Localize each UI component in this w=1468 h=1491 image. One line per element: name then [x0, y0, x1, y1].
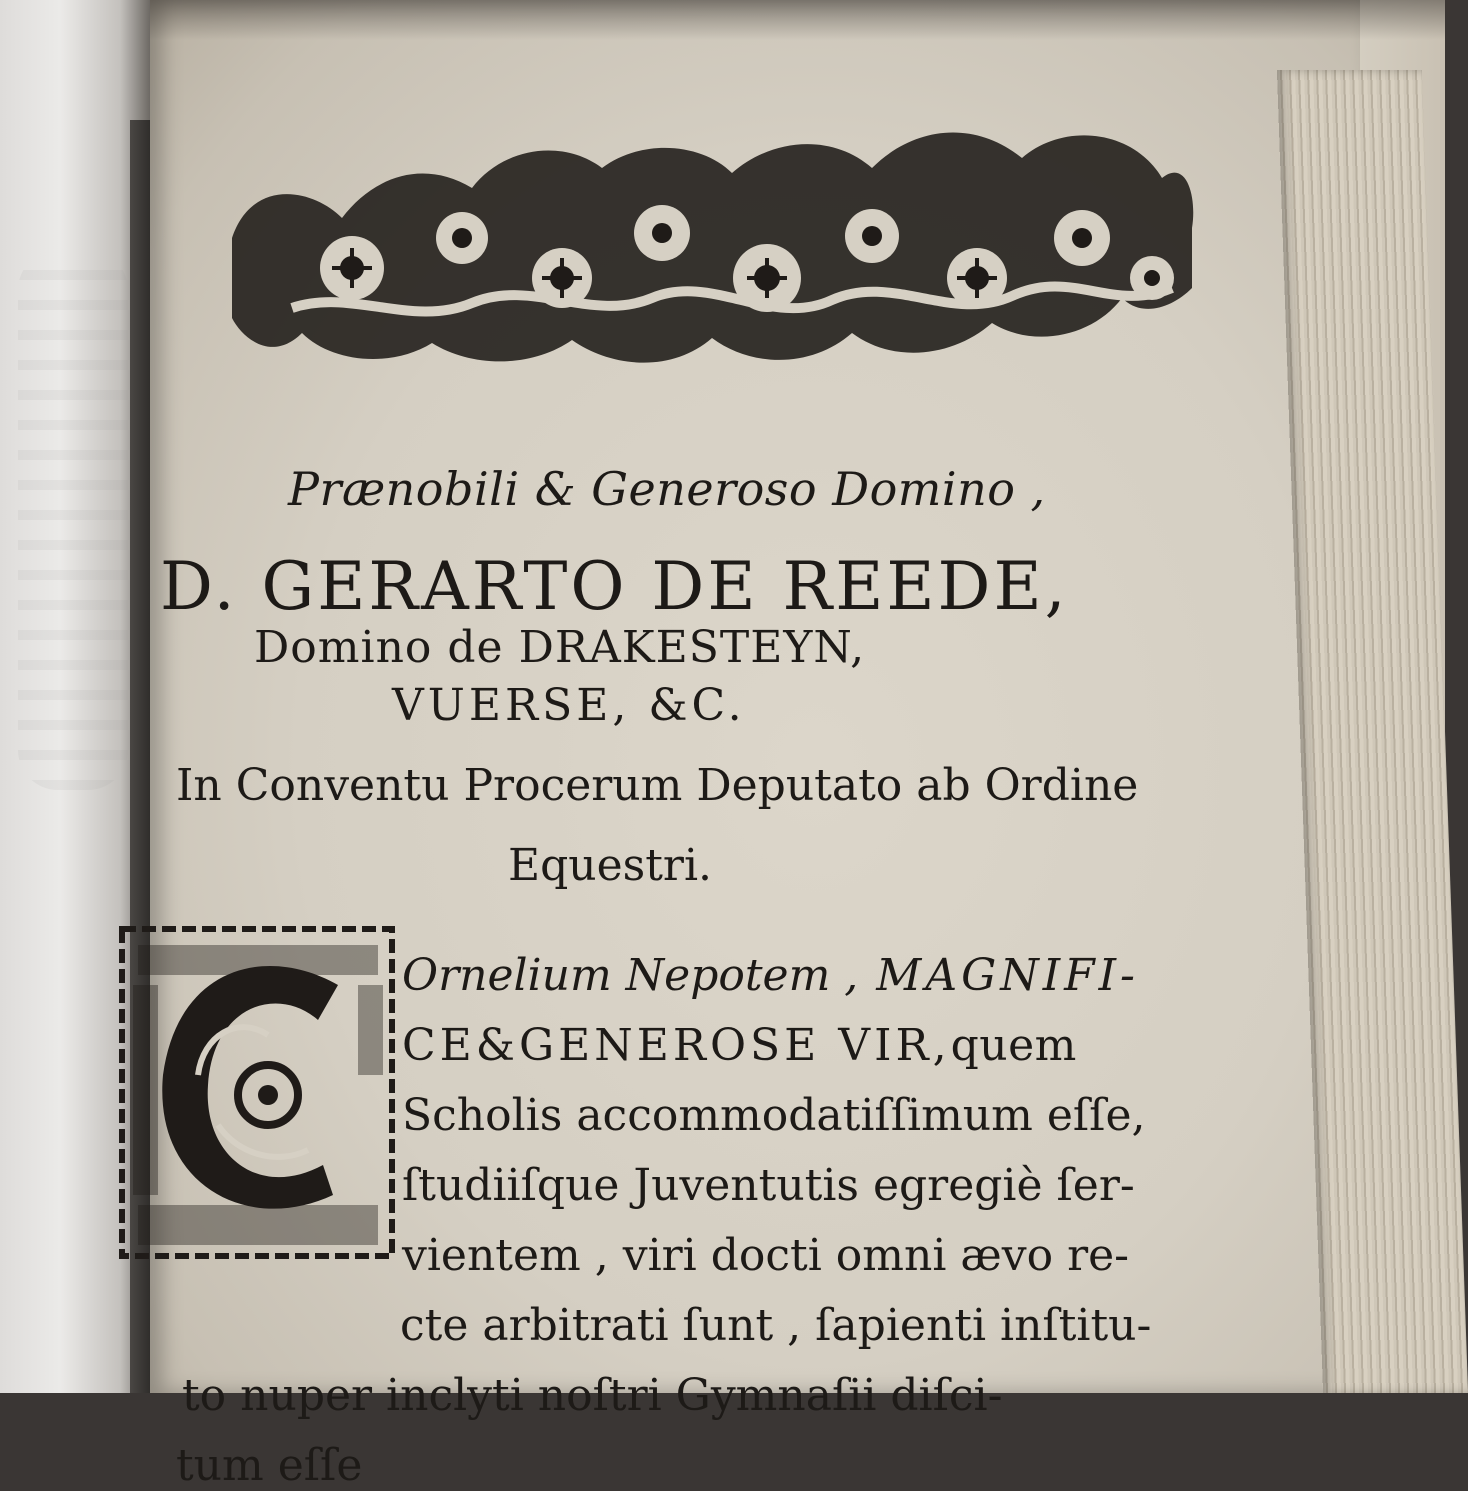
dedication-line-1: Prænobili & Generoso Domino ,	[288, 462, 1046, 516]
floral-headpiece-ornament	[232, 118, 1197, 376]
body-line-1-caps: MAGNIFI-	[858, 950, 1139, 1001]
body-line-2-rest: quem	[950, 1020, 1077, 1071]
body-line-2	[402, 1020, 1077, 1071]
dedication-line-5: In Conventu Procerum Deputato ab Ordine	[176, 760, 1139, 811]
show-through-text	[18, 250, 128, 790]
dedication-name: D. GERARTO DE REEDE,	[160, 548, 1069, 625]
dedication-line-3: Domino de DRAKESTEYN,	[254, 622, 866, 673]
body-line-1	[402, 950, 1139, 1001]
top-shadow	[150, 0, 1450, 40]
body-line-3: Scholis accommodatiſſimum eſſe,	[402, 1090, 1146, 1141]
body-line-7: to nuper inclyti noſtri Gymnaſii diſci-	[182, 1370, 1003, 1421]
body-line-6: cte arbitrati ſunt , ſapienti inſtitu-	[400, 1300, 1152, 1351]
decorated-initial-c	[118, 925, 396, 1260]
body-line-1-italic: Ornelium Nepotem ,	[402, 950, 859, 1001]
dedication-line-6: Equestri.	[508, 840, 713, 891]
body-line-5: vientem , viri docti omni ævo re-	[402, 1230, 1130, 1281]
body-line-4: ſtudiiſque Juventutis egregiè ſer-	[402, 1160, 1135, 1211]
dedication-line-4: VUERSE, &C.	[392, 680, 746, 731]
body-line-8: tum eſſe	[176, 1440, 363, 1491]
body-line-2-caps: CE&GENEROSE VIR,	[402, 1020, 951, 1071]
